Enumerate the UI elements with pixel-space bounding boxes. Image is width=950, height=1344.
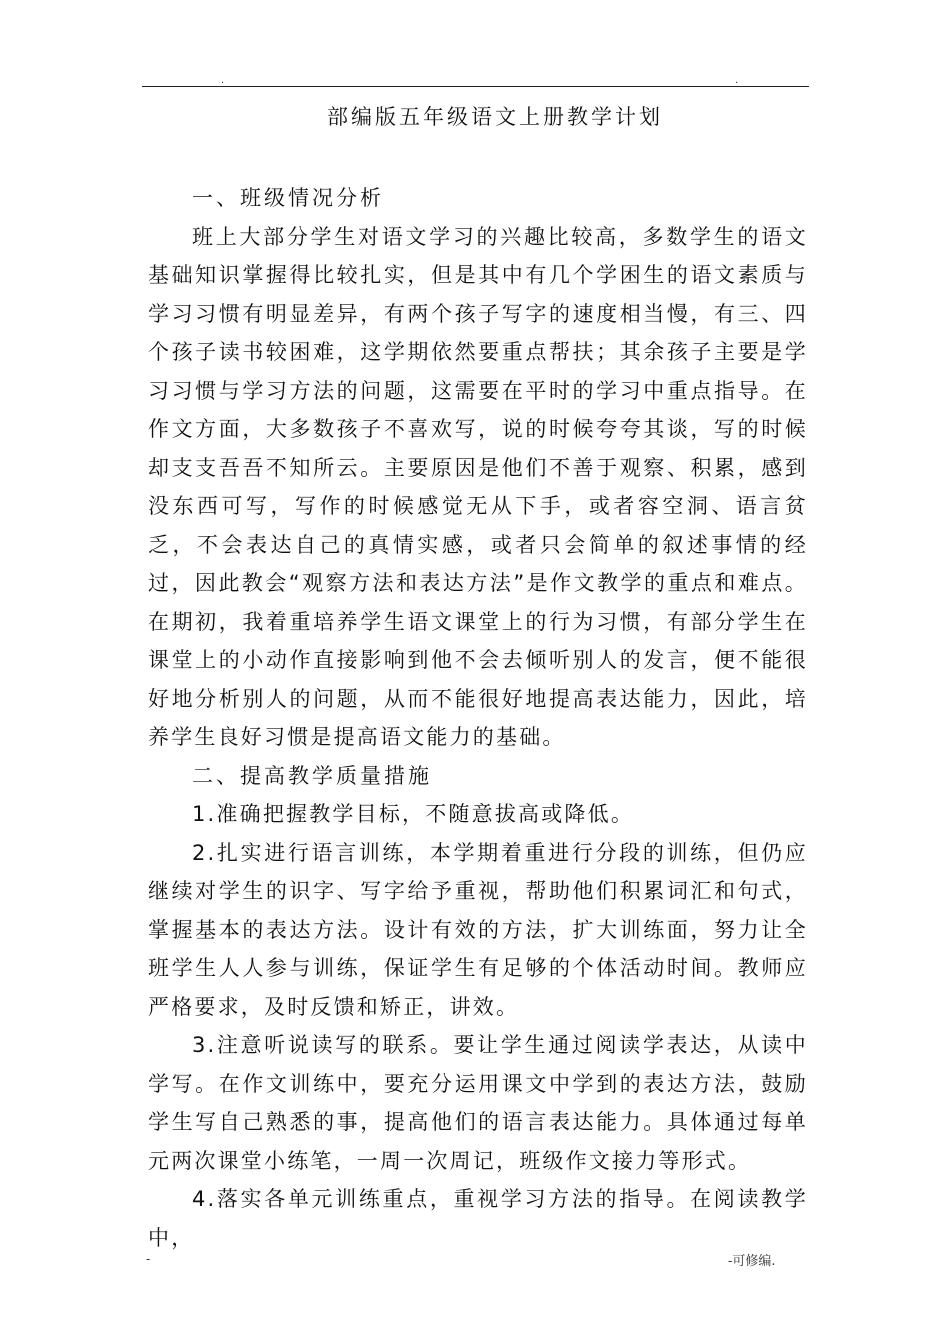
- section-heading-measures: 二、提高教学质量措施: [192, 763, 432, 788]
- header-dot-right: .: [735, 75, 739, 86]
- document-body: [148, 179, 808, 1257]
- header-rule: [142, 86, 809, 87]
- header-dot-left: .: [221, 75, 225, 86]
- footer-editable-note: -可修编.: [728, 1254, 776, 1269]
- measure-item-3: 3.注意听说读写的联系。要让学生通过阅读学表达，从读中学写。在作文训练中，要充分运用课文中学到的表达方法，鼓励学生写自己熟悉的事，提高他们的语言表达能力。具体通过每单元两次课堂小练笔，一周一次周记，班级作文接力等形式。: [148, 1033, 808, 1173]
- measure-item-2: 2.扎实进行语言训练，本学期着重进行分段的训练，但仍应继续对学生的识字、写字给予重视，帮助他们积累词汇和句式，掌握基本的表达方法。设计有效的方法，扩大训练面，努力让全班学生人人参与训练，保证学生有足够的个体活动时间。教师应严格要求，及时反馈和矫正，讲效。: [148, 840, 808, 1019]
- document-title: 部编版五年级语文上册教学计划: [327, 105, 663, 129]
- paragraph-class-analysis: 班上大部分学生对语文学习的兴趣比较高，多数学生的语文基础知识掌握得比较扎实，但是其中有几个学困生的语文素质与学习习惯有明显差异，有两个孩子写字的速度相当慢，有三、四个孩子读书较困难，这学期依然要重点帮扶；其余孩子主要是学习习惯与学习方法的问题，这需要在平时的学习中重点指导。在作文方面，大多数孩子不喜欢写，说的时候夸夸其谈，写的时候却支支吾吾不知所云。主要原因是他们不善于观察、积累，感到没东西可写，写作的时候感觉无从下手，或者容空洞、语言贫乏，不会表达自己的真情实感，或者只会简单的叙述事情的经过，因此教会“观察方法和表达方法”是作文教学的重点和难点。在期初，我着重培养学生语文课堂上的行为习惯，有部分学生在课堂上的小动作直接影响到他不会去倾听别人的发言，便不能很好地分析别人的问题，从而不能很好地提高表达能力，因此，培养学生良好习惯是提高语文能力的基础。: [148, 224, 808, 749]
- footer-dash: -: [146, 1252, 151, 1266]
- measure-item-4: 4.落实各单元训练重点，重视学习方法的指导。在阅读教学中，: [148, 1187, 808, 1250]
- section-heading-class-analysis: 一、班级情况分析: [192, 186, 384, 210]
- measure-item-1: 1.准确把握教学目标，不随意拔高或降低。: [192, 802, 635, 826]
